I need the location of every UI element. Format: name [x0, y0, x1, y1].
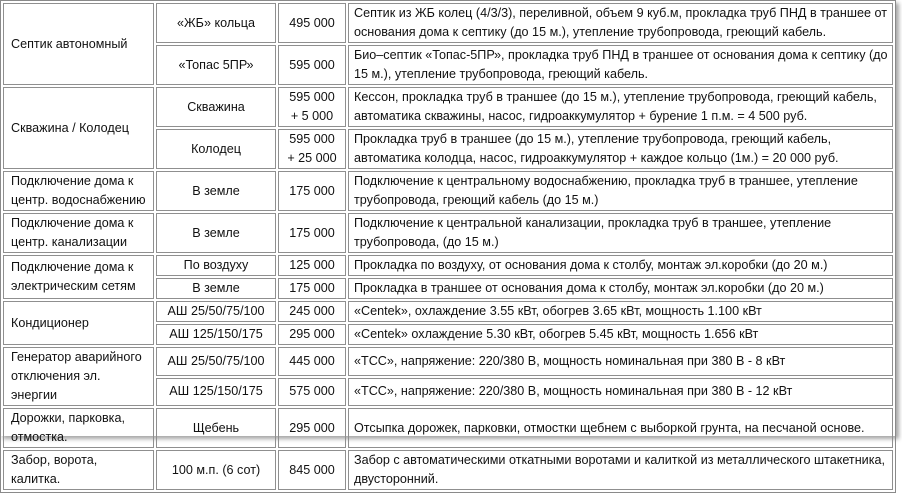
description-cell: «Centek» охлаждение 5.30 кВт, обогрев 5.45 кВт, мощность 1.656 кВт — [348, 324, 893, 345]
description-cell: Прокладка по воздуху, от основания дома к столбу, монтаж эл.коробки (до 20 м.) — [348, 255, 893, 276]
price-cell: 845 000 — [278, 450, 346, 490]
description-cell: Подключение к центральной канализации, прокладка труб в траншее, утепление трубопровода, (до 15 м.) — [348, 213, 893, 253]
table-row — [3, 213, 893, 253]
option-cell: АШ 125/150/175 — [156, 378, 276, 407]
price-cell: 175 000 — [278, 213, 346, 253]
price-cell: 445 000 — [278, 347, 346, 376]
price-cell: 295 000 — [278, 408, 346, 448]
price-cell: 595 000 — [278, 45, 346, 85]
description-cell: «ТСС», напряжение: 220/380 В, мощность номинальная при 380 В - 12 кВт — [348, 378, 893, 407]
price-cell: 175 000 — [278, 278, 346, 299]
option-cell: Щебень — [156, 408, 276, 448]
category-cell: Подключение дома к центр. водоснабжению — [3, 171, 154, 211]
category-cell: Септик автономный — [3, 3, 154, 85]
option-cell: В земле — [156, 213, 276, 253]
table-row — [3, 255, 893, 276]
price-cell: 245 000 — [278, 301, 346, 322]
table-row — [3, 171, 893, 211]
category-cell: Генератор аварийного отключения эл. энергии — [3, 347, 154, 406]
table-row — [3, 301, 893, 322]
description-cell: «ТСС», напряжение: 220/380 В, мощность номинальная при 380 В - 8 кВт — [348, 347, 893, 376]
table-row — [3, 347, 893, 376]
price-cell: 295 000 — [278, 324, 346, 345]
category-cell: Подключение дома к электрическим сетям — [3, 255, 154, 299]
table-row — [3, 3, 893, 43]
table-row — [3, 87, 893, 127]
category-cell: Скважина / Колодец — [3, 87, 154, 169]
description-cell: Прокладка труб в траншее (до 15 м.), утепление трубопровода, греющий кабель, автоматика колодца, насос, гидроаккумулятор + каждое кольцо (1м.) = 20 000 руб. — [348, 129, 893, 169]
option-cell: 100 м.п. (6 сот) — [156, 450, 276, 490]
option-cell: АШ 25/50/75/100 — [156, 301, 276, 322]
price-cell: 495 000 — [278, 3, 346, 43]
description-cell: Забор с автоматическими откатными воротами и калиткой из металлического штакетника, двусторонний. — [348, 450, 893, 490]
description-cell: Отсыпка дорожек, парковки, отмостки щебнем с выборкой грунта, на песчаной основе. — [348, 408, 893, 448]
option-cell: «ЖБ» кольца — [156, 3, 276, 43]
option-cell: По воздуху — [156, 255, 276, 276]
table-row — [3, 408, 893, 448]
category-cell: Подключение дома к центр. канализации — [3, 213, 154, 253]
option-cell: АШ 125/150/175 — [156, 324, 276, 345]
option-cell: В земле — [156, 171, 276, 211]
category-cell: Забор, ворота, калитка. — [3, 450, 154, 490]
category-cell: Дорожки, парковка, отмостка. — [3, 408, 154, 448]
description-cell: Подключение к центральному водоснабжению, прокладка труб в траншее, утепление трубопровода, греющий кабель (до 15 м.) — [348, 171, 893, 211]
table-row — [3, 450, 893, 490]
price-cell: 595 000 + 25 000 — [278, 129, 346, 169]
price-cell: 175 000 — [278, 171, 346, 211]
option-cell: Колодец — [156, 129, 276, 169]
price-cell: 595 000 + 5 000 — [278, 87, 346, 127]
description-cell: Септик из ЖБ колец (4/3/3), переливной, объем 9 куб.м, прокладка труб ПНД в траншее от основания дома к септику (до 15 м.), утепление трубопровода, греющий кабель. — [348, 3, 893, 43]
price-cell: 575 000 — [278, 378, 346, 407]
option-cell: «Топас 5ПР» — [156, 45, 276, 85]
description-cell: Био–септик «Топас-5ПР», прокладка труб ПНД в траншее от основания дома к септику (до 15 м.), утепление трубопровода, греющий кабель. — [348, 45, 893, 85]
category-cell: Кондиционер — [3, 301, 154, 345]
option-cell: В земле — [156, 278, 276, 299]
description-cell: Кессон, прокладка труб в траншее (до 15 м.), утепление трубопровода, греющий кабель, автоматика скважины, насос, гидроаккумулятор + бурение 1 п.м. = 4 500 руб. — [348, 87, 893, 127]
option-cell: АШ 25/50/75/100 — [156, 347, 276, 376]
description-cell: Прокладка в траншее от основания дома к столбу, монтаж эл.коробки (до 20 м.) — [348, 278, 893, 299]
option-cell: Скважина — [156, 87, 276, 127]
price-cell: 125 000 — [278, 255, 346, 276]
description-cell: «Centek», охлаждение 3.55 кВт, обогрев 3.65 кВт, мощность 1.100 кВт — [348, 301, 893, 322]
